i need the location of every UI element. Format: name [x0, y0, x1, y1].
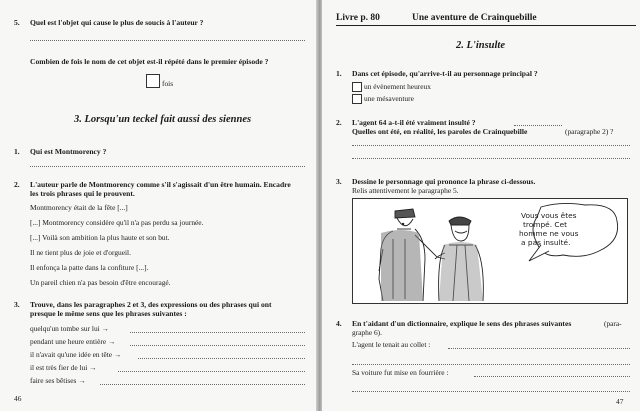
answer-line[interactable]: [100, 384, 305, 385]
question-text: Quelles ont été, en réalité, les paroles de Crainquebille: [352, 127, 528, 136]
section-title: 2. L'insulte: [456, 40, 506, 51]
answer-line[interactable]: [352, 158, 630, 159]
speech-bubble-line: Vous vous êtes: [521, 211, 577, 220]
checkbox[interactable]: [352, 94, 362, 104]
page-number: 46: [14, 394, 22, 403]
question-text: les trois phrases qui le prouvent.: [30, 189, 135, 198]
drawing-frame[interactable]: [352, 198, 628, 304]
question-note: (paragraphe 2) ?: [565, 127, 614, 136]
option-label: une mésaventure: [364, 94, 414, 103]
speech-bubble-line: a pas insulté.: [521, 238, 571, 247]
header-rule: [336, 25, 636, 26]
sentence[interactable]: Il enfonça la patte dans la confiture [...].: [30, 263, 149, 272]
unit-label: fois: [162, 79, 174, 88]
answer-line[interactable]: [448, 348, 630, 349]
answer-line[interactable]: [30, 166, 305, 167]
sentence[interactable]: Il ne tient plus de joie et d'orgueil.: [30, 248, 131, 257]
question-text: Qui est Montmorency ?: [30, 147, 107, 156]
answer-line[interactable]: [514, 125, 562, 126]
phrase-item: Sa voiture fut mise en fourrière :: [352, 368, 449, 377]
question-text: Dessine le personnage qui prononce la phrase ci-dessous.: [352, 177, 536, 186]
question-number: 3.: [14, 300, 20, 309]
answer-line[interactable]: [474, 376, 630, 377]
sentence[interactable]: [...] Voilà son ambition la plus haute et son but.: [30, 233, 170, 242]
sentence[interactable]: [...] Montmorency considère qu'il n'a pas perdu sa journée.: [30, 218, 204, 227]
expression-item: pendant une heure entière →: [30, 337, 116, 346]
question-text: Trouve, dans les paragraphes 2 et 3, des expressions ou des phrases qui ont: [30, 300, 272, 309]
left-page: [0, 0, 318, 411]
page-title: Une aventure de Crainquebille: [412, 13, 537, 23]
question-number: 5.: [14, 18, 20, 27]
question-note: graphe 6).: [352, 328, 382, 337]
question-instruction: Relis attentivement le paragraphe 5.: [352, 186, 459, 195]
answer-line[interactable]: [352, 145, 630, 146]
answer-box[interactable]: [146, 74, 160, 88]
question-text: Combien de fois le nom de cet objet est-il répété dans le premier épisode ?: [30, 57, 269, 66]
option-label: un évènement heureux: [364, 82, 431, 91]
answer-line[interactable]: [352, 391, 630, 392]
sentence[interactable]: Un pareil chien n'a pas besoin d'être encouragé.: [30, 278, 171, 287]
sentence[interactable]: Montmorency était de la fête [...]: [30, 203, 128, 212]
answer-line[interactable]: [352, 364, 630, 365]
answer-line[interactable]: [118, 371, 305, 372]
answer-line[interactable]: [130, 345, 305, 346]
question-text: L'auteur parle de Montmorency comme s'il s'agissait d'un être humain. Encadre: [30, 180, 291, 189]
book-reference: Livre p. 80: [336, 13, 380, 23]
question-number: 1.: [14, 147, 20, 156]
phrase-item: L'agent le tenait au collet :: [352, 340, 431, 349]
question-text: L'agent 64 a-t-il été vraiment insulté ?: [352, 118, 476, 127]
section-title: 3. Lorsqu'un teckel fait aussi des siennes: [74, 114, 252, 125]
illustration: [353, 199, 627, 303]
question-number: 2.: [14, 180, 20, 189]
answer-line[interactable]: [130, 332, 305, 333]
answer-line[interactable]: [138, 358, 305, 359]
question-text: presque le même sens que les phrases suivantes :: [30, 309, 187, 318]
right-page: [322, 0, 640, 411]
expression-item: quelqu'un tombe sur lui →: [30, 324, 109, 333]
answer-line[interactable]: [30, 40, 305, 41]
expression-item: il est très fier de lui →: [30, 363, 97, 372]
page-number: 47: [616, 397, 624, 406]
question-text: Quel est l'objet qui cause le plus de soucis à l'auteur ?: [30, 18, 204, 27]
question-note: (para-: [604, 319, 622, 328]
question-number: 2.: [336, 118, 342, 127]
expression-item: faire ses bêtises →: [30, 376, 86, 385]
expression-item: il n'avait qu'une idée en tête →: [30, 350, 122, 359]
question-number: 1.: [336, 69, 342, 78]
question-text: Dans cet épisode, qu'arrive-t-il au personnage principal ?: [352, 69, 538, 78]
speech-bubble-line: homme ne vous: [519, 229, 579, 238]
question-text: En t'aidant d'un dictionnaire, explique le sens des phrases suivantes: [352, 319, 572, 328]
question-number: 4.: [336, 319, 342, 328]
checkbox[interactable]: [352, 82, 362, 92]
speech-bubble-line: trompé. Cet: [523, 220, 568, 229]
question-number: 3.: [336, 177, 342, 186]
